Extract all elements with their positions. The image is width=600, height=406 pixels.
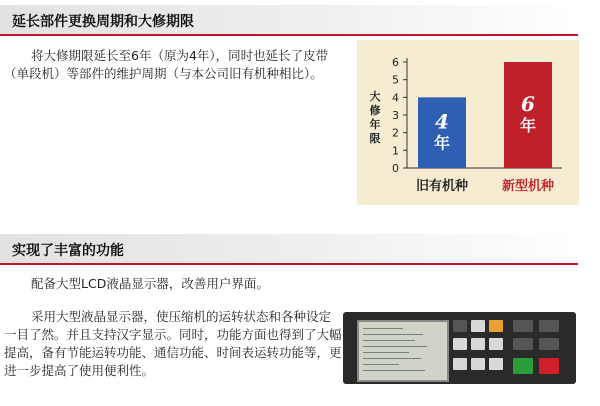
y-tick-label: 2 [392, 126, 399, 140]
x-category-label: 旧有机种 [415, 179, 469, 194]
y-tick-label: 4 [392, 91, 399, 105]
y-tick-label: 3 [392, 109, 399, 122]
y-tick-label: 5 [392, 73, 399, 87]
section-header-features [0, 234, 578, 265]
bar-value-label: 6 [521, 92, 535, 116]
y-axis-label-char: 修 [369, 104, 381, 117]
overhaul-period-chart [357, 40, 579, 205]
section-title: 实现了丰富的功能 [12, 243, 124, 259]
y-tick-label: 1 [392, 144, 399, 158]
y-tick-label: 0 [392, 162, 399, 175]
y-axis-label-char: 大 [369, 90, 381, 103]
control-panel-lcd-image [343, 312, 576, 384]
y-axis-label-char: 年 [369, 118, 381, 131]
bar-value-unit: 年 [519, 116, 537, 135]
bar-chart [357, 40, 579, 205]
y-axis-label [370, 89, 381, 145]
bar-value-unit: 年 [433, 133, 451, 153]
x-category-label: 新型机种 [501, 179, 555, 194]
bar-value-label: 4 [435, 109, 449, 134]
y-axis-label-char: 限 [369, 132, 381, 145]
lcd-screen [357, 320, 449, 382]
section-paragraph: 采用大型液晶显示器，使压缩机的运转状态和各种设定一目了然。并且支持汉字显示。同时，功能方面也得到了大幅提高，备有节能运转功能、通信功能、时间表运转功能等，更进一步提高了使用便利性。 [4, 309, 342, 378]
section-title: 延长部件更换周期和大修期限 [12, 14, 194, 30]
y-tick-label: 6 [392, 56, 399, 69]
section-paragraph: 将大修期限延长至6年（原为4年），同时也延长了皮带（单段机）等部件的维护周期（与本公司旧有机种相比）。 [4, 48, 329, 81]
section-header-overhaul [0, 5, 578, 36]
section-paragraph: 配备大型LCD液晶显示器，改善用户界面。 [31, 276, 269, 291]
